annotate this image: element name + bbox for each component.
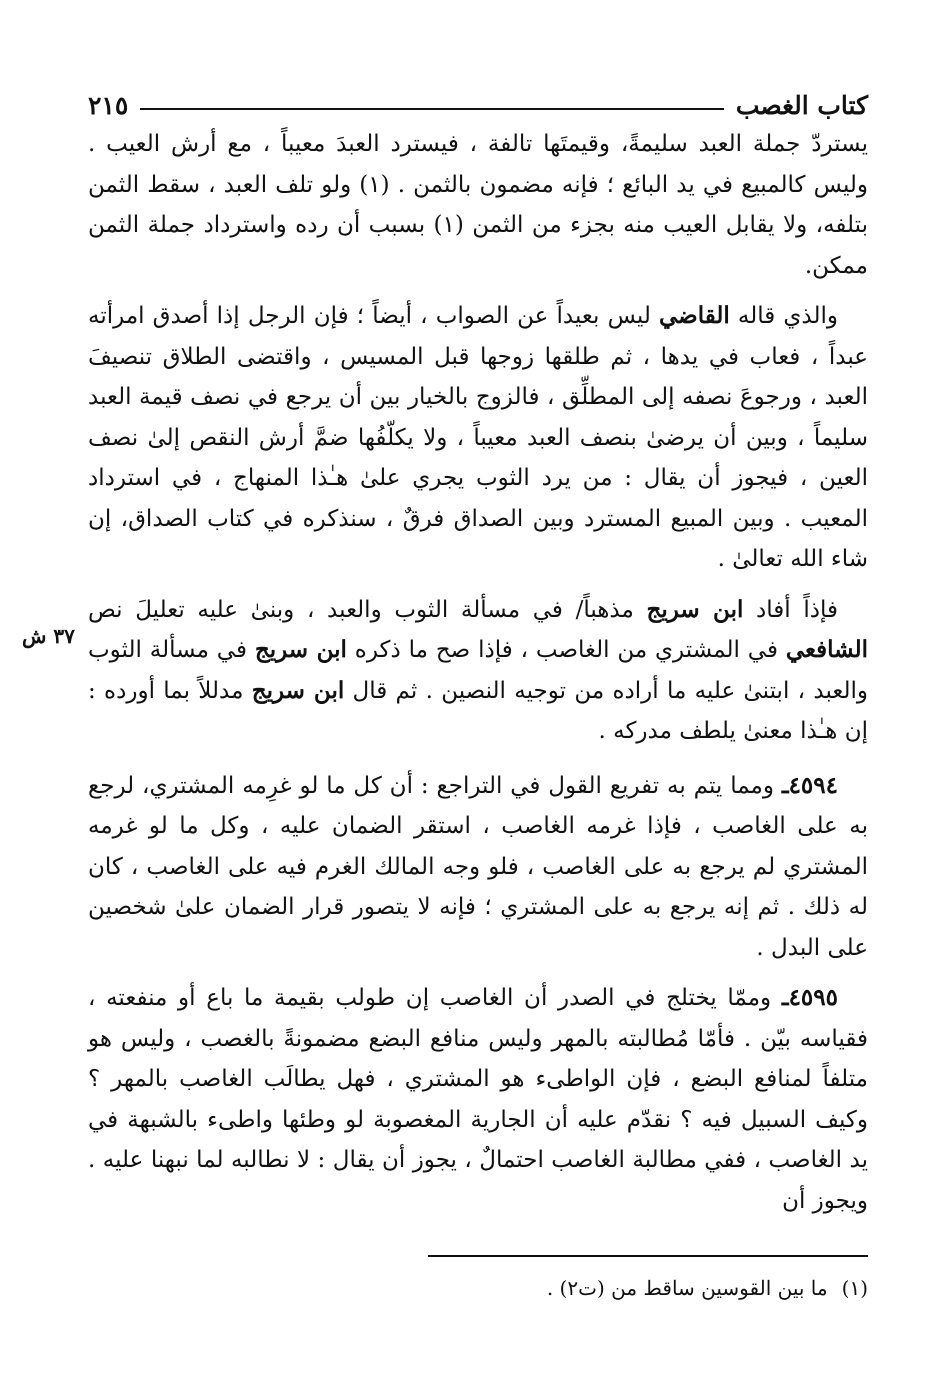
margin-manuscript-ref: ٣٧ ش: [22, 624, 75, 648]
paragraph: يستردّ جملة العبد سليمةً، وقيمتَها تالفة ، فيسترد العبدَ معيباً ، مع أرش العيب . وليس كالمبيع في يد البائع ؛ فإنه مضمون بالثمن . (١) ولو تلف العبد ، سقط الثمن بتلفه، ولا يقابل العيب منه بجزء من الثمن (١) بسبب أن رده واسترداد جملة الثمن ممكن.: [88, 131, 869, 279]
scholar-name: ابن سريج: [251, 676, 345, 704]
page-header: [88, 80, 868, 120]
chapter-title: كتاب الغصب: [735, 91, 868, 120]
paragraph: ٤٥٩٥ـ وممّا يختلج في الصدر أن الغاصب إن طولب بقيمة ما باع أو منفعته ، فقياسه بيّن . فأمّا مُطالبته بالمهر وليس منافع البضع مضمونةً بالغصب ، وليس هو متلفاً لمنافع البضع ، فإن الواطىء هو المشتري ، فهل يطالَب الغاصب بالمهر ؟ وكيف السبيل فيه ؟ نقدّم عليه أن الجارية المغصوبة لو وطئها واطىء بالشبهة في يد الغاصب ، ففي مطالبة الغاصب احتمالٌ ، يجوز أن يقال : لا نطالبه لما نبهنا عليه . ويجوز أن: [88, 984, 868, 1214]
paragraph: والذي قاله القاضي ليس بعيداً عن الصواب ، أيضاً ؛ فإن الرجل إذا أصدق امرأته عبداً ، فعاب في يدها ، ثم طلقها زوجها قبل المسيس ، واقتضى الطلاق تنصيفَ العبد ، ورجوعَ نصفه إلى المطلِّق ، فالزوج بالخيار بين أن يرجع في نصف قيمة العبد سليماً ، وبين أن يرضىٰ بنصف العبد معيباً ، ولا يكلّفُها ضمَّ أرش النقص إلىٰ نصف العين ، فيجوز أن يقال : من يرد الثوب يجري علىٰ هـٰذا المنهاج ، في استرداد المعيب . وبين المبيع المسترد وبين الصداق فرقٌ ، سنذكره في كتاب الصداق، إن شاء الله تعالىٰ .: [88, 302, 868, 572]
header-rule: [140, 108, 724, 110]
scholar-name: القاضي: [659, 302, 730, 329]
issue-number: ٤٥٩٤ـ: [781, 771, 838, 799]
scholar-name: الشافعي: [785, 636, 868, 663]
issue-number: ٤٥٩٥ـ: [781, 984, 838, 1011]
paragraph: ٤٥٩٤ـ ومما يتم به تفريع القول في التراجع : أن كل ما لو غرِمه المشتري، لرجع به على الغاصب ، فإذا غرمه الغاصب ، استقر الضمان عليه ، وكل ما لو غرمه المشتري لم يرجع به على الغاصب ، فلو وجه المالك الغرم فيه على الغاصب ، كان له ذلك . ثم إنه يرجع به على المشتري ؛ فإنه لا يتصور قرار الضمان علىٰ شخصين على البدل .: [88, 771, 868, 961]
scholar-name: ابن سريج: [254, 636, 347, 663]
page-number: ٢١٥: [88, 91, 129, 120]
footnote-separator: [428, 1255, 868, 1257]
footnote-number: (١): [841, 1276, 868, 1300]
main-text: [88, 124, 868, 1221]
paragraph: فإذاً أفاد ابن سريج مذهباً/ في مسألة الثوب والعبد ، وبنىٰ عليه تعليلَ نص الشافعي في المشتري من الغاصب ، فإذا صح ما ذكره ابن سريج في مسألة الثوب والعبد ، ابتنىٰ عليه ما أراده من توجيه النصين . ثم قال ابن سريج مدللاً بما أورده : إن هـٰذا معنىٰ يلطف مدركه .: [88, 595, 868, 744]
footnote-text: ما بين القوسين ساقط من (ت٢) .: [546, 1276, 828, 1300]
footnote: [88, 1276, 868, 1300]
scholar-name: ابن سريج: [646, 595, 744, 623]
